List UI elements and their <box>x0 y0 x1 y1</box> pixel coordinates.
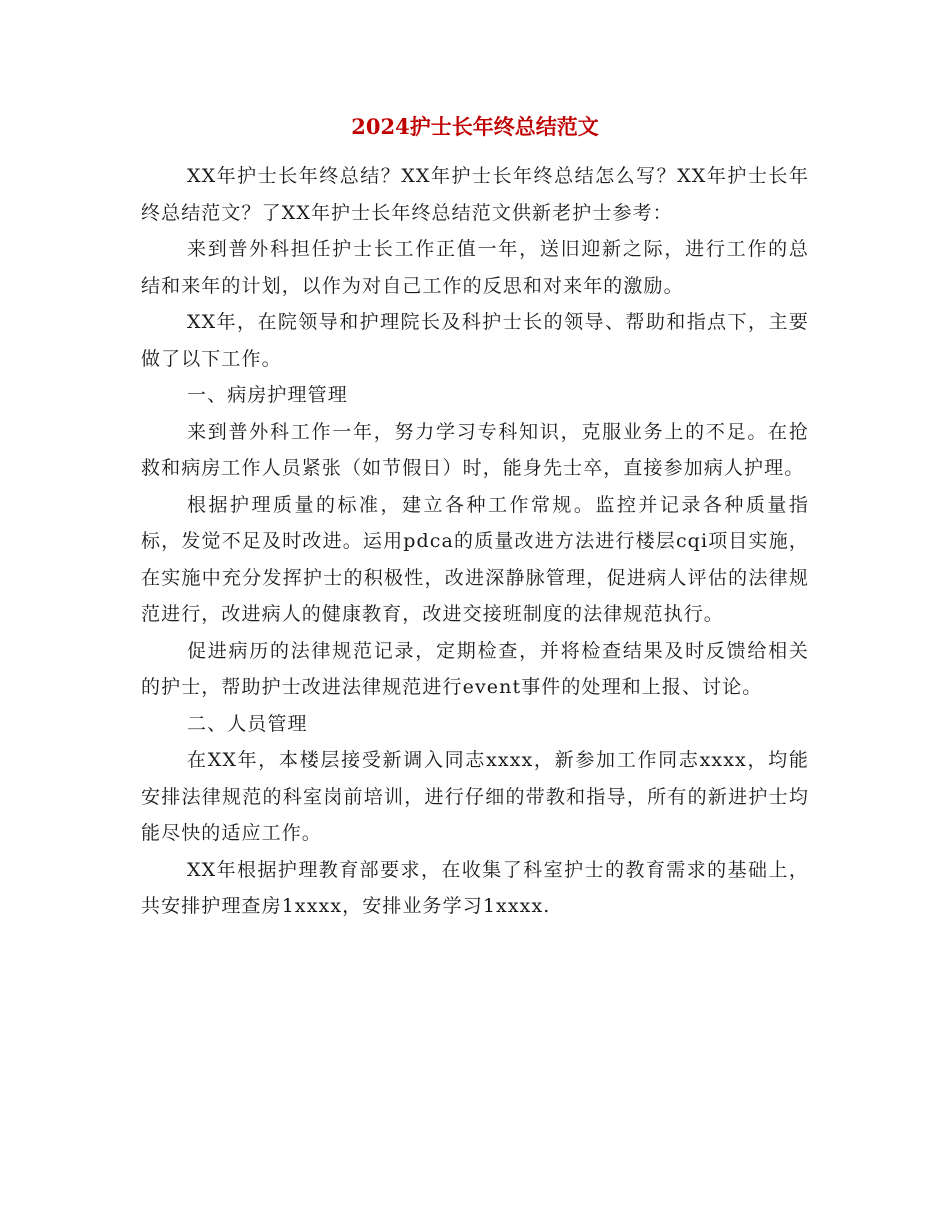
document-title: 2024护士长年终总结范文 <box>351 114 599 139</box>
paragraph-records: 促进病历的法律规范记录，定期检查，并将检查结果及时反馈给相关的护士，帮助护士改进法律规范进行event事件的处理和上报、讨论。 <box>141 639 809 698</box>
section-heading-staff-management: 二、人员管理 <box>187 712 308 735</box>
section-heading-ward-management: 一、病房护理管理 <box>187 384 348 406</box>
paragraph-overview: 来到普外科担任护士长工作正值一年，送旧迎新之际，进行工作的总结和来年的计划，以作为对自己工作的反思和对来年的激励。 <box>141 238 809 297</box>
paragraph-new-staff: 在XX年，本楼层接受新调入同志xxxx，新参加工作同志xxxx，均能安排法律规范的科室岗前培训，进行仔细的带教和指导，所有的新进护士均能尽快的适应工作。 <box>141 749 809 844</box>
paragraph-education: XX年根据护理教育部要求，在收集了科室护士的教育需求的基础上，共安排护理查房1xxxx，安排业务学习1xxxx. <box>141 858 809 917</box>
paragraph-ward-work: 来到普外科工作一年，努力学习专科知识，克服业务上的不足。在抢救和病房工作人员紧张（如节假日）时，能身先士卒，直接参加病人护理。 <box>141 420 809 479</box>
paragraph-intro: XX年护士长年终总结？XX年护士长年终总结怎么写？XX年护士长年终总结范文？了XX年护士长年终总结范文供新老护士参考： <box>141 165 809 224</box>
paragraph-quality-standards: 根据护理质量的标准，建立各种工作常规。监控并记录各种质量指标，发觉不足及时改进。运用pdca的质量改进方法进行楼层cqi项目实施，在实施中充分发挥护士的积极性，改进深静脉管理，促进病人评估的法律规范进行，改进病人的健康教育，改进交接班制度的法律规范执行。 <box>141 493 809 625</box>
paragraph-summary: XX年，在院领导和护理院长及科护士长的领导、帮助和指点下，主要做了以下工作。 <box>141 311 809 370</box>
document-body <box>141 158 809 925</box>
